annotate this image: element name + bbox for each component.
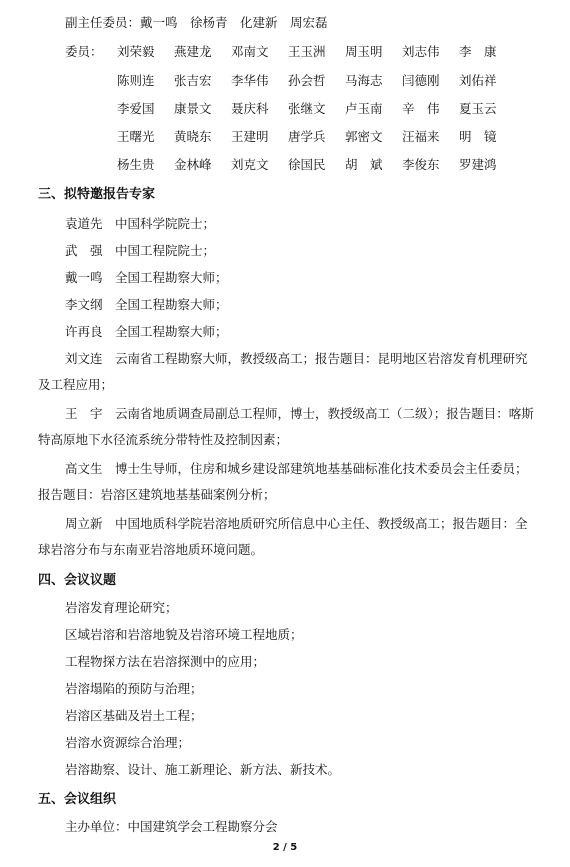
member-name: 李俊东 xyxy=(402,157,440,172)
topic-item: 岩溶塌陷的预防与治理； xyxy=(65,681,203,696)
member-name: 胡 斌 xyxy=(345,157,383,172)
member-name: 刘荣毅 xyxy=(117,44,155,59)
member-name: 王玉洲 xyxy=(288,44,326,59)
member-name: 邓南文 xyxy=(231,44,269,59)
expert-paragraph: 高文生 博士生导师，住房和城乡建设部建筑地基基础标准化技术委员会主任委员；报告题目：岩溶区建筑地基基础案例分析； xyxy=(38,461,528,502)
member-name: 王曙光 xyxy=(117,129,155,144)
expert-item: 戴一鸣 全国工程勘察大师； xyxy=(65,270,228,285)
member-name: 王建明 xyxy=(231,129,269,144)
member-name: 康景文 xyxy=(174,101,212,116)
member-name: 徐国民 xyxy=(288,157,326,172)
member-name: 辛 伟 xyxy=(402,101,440,116)
member-name: 李爱国 xyxy=(117,101,155,116)
member-name: 孙会哲 xyxy=(288,73,326,88)
topic-item: 岩溶发育理论研究； xyxy=(65,600,178,615)
expert-item: 李文纲 全国工程勘察大师； xyxy=(65,297,228,312)
expert-paragraph: 王 宇 云南省地质调查局副总工程师，博士，教授级高工（二级）；报告题目：喀斯特高原地下水径流系统分带特性及控制因素； xyxy=(38,406,534,447)
member-name: 聂庆科 xyxy=(231,101,269,116)
vice-directors-label: 副主任委员： xyxy=(65,15,141,30)
expert-item: 许再良 全国工程勘察大师； xyxy=(65,324,228,339)
member-name: 张吉宏 xyxy=(174,73,212,88)
member-name: 刘志伟 xyxy=(402,44,440,59)
topic-item: 岩溶水资源综合治理； xyxy=(65,735,191,750)
member-name: 杨生贵 xyxy=(117,157,155,172)
member-name: 张继文 xyxy=(288,101,326,116)
member-name: 燕建龙 xyxy=(174,44,212,59)
members-label: 委员： xyxy=(65,44,103,59)
section4-title: 四、会议议题 xyxy=(38,573,117,588)
vice-directors-names: 戴一鸣 徐杨青 化建新 周宏磊 xyxy=(140,15,328,30)
expert-paragraph: 周立新 中国地质科学院岩溶地质研究所信息中心主任、教授级高工；报告题目：全球岩溶分布与东南亚岩溶地质环境问题。 xyxy=(38,516,528,557)
topic-item: 岩溶区基础及岩土工程； xyxy=(65,708,203,723)
member-name: 郭密文 xyxy=(345,129,383,144)
section5-title: 五、会议组织 xyxy=(38,792,117,807)
member-name: 刘佑祥 xyxy=(459,73,497,88)
section3-title: 三、拟特邀报告专家 xyxy=(38,187,156,202)
member-name: 卢玉南 xyxy=(345,101,383,116)
member-name: 李华伟 xyxy=(231,73,269,88)
member-name: 周玉明 xyxy=(345,44,383,59)
vice-directors-line xyxy=(65,14,328,32)
expert-item: 袁道先 中国科学院院士； xyxy=(65,216,216,231)
member-name: 陈则连 xyxy=(117,73,155,88)
member-name: 夏玉云 xyxy=(459,101,497,116)
member-name: 金林峰 xyxy=(174,157,212,172)
member-name: 闫德刚 xyxy=(402,73,440,88)
member-name: 明 镜 xyxy=(459,129,497,144)
expert-item: 武 强 中国工程院院士； xyxy=(65,243,216,258)
member-name: 汪福来 xyxy=(402,129,440,144)
topic-item: 岩溶勘察、设计、施工新理论、新方法、新技术。 xyxy=(65,762,341,777)
member-name: 马海志 xyxy=(345,73,383,88)
host-unit: 主办单位：中国建筑学会工程勘察分会 xyxy=(65,819,278,834)
member-name: 李 康 xyxy=(459,44,497,59)
topic-item: 工程物探方法在岩溶探测中的应用； xyxy=(65,654,266,669)
member-name: 刘克文 xyxy=(231,157,269,172)
member-name: 黄晓东 xyxy=(174,129,212,144)
member-name: 罗建鸿 xyxy=(459,157,497,172)
member-name: 唐学兵 xyxy=(288,129,326,144)
topic-item: 区域岩溶和岩溶地貌及岩溶环境工程地质； xyxy=(65,627,303,642)
page-number: 2 / 5 xyxy=(272,842,298,853)
expert-paragraph: 刘文连 云南省工程勘察大师，教授级高工；报告题目：昆明地区岩溶发育机理研究及工程应用； xyxy=(38,351,528,392)
